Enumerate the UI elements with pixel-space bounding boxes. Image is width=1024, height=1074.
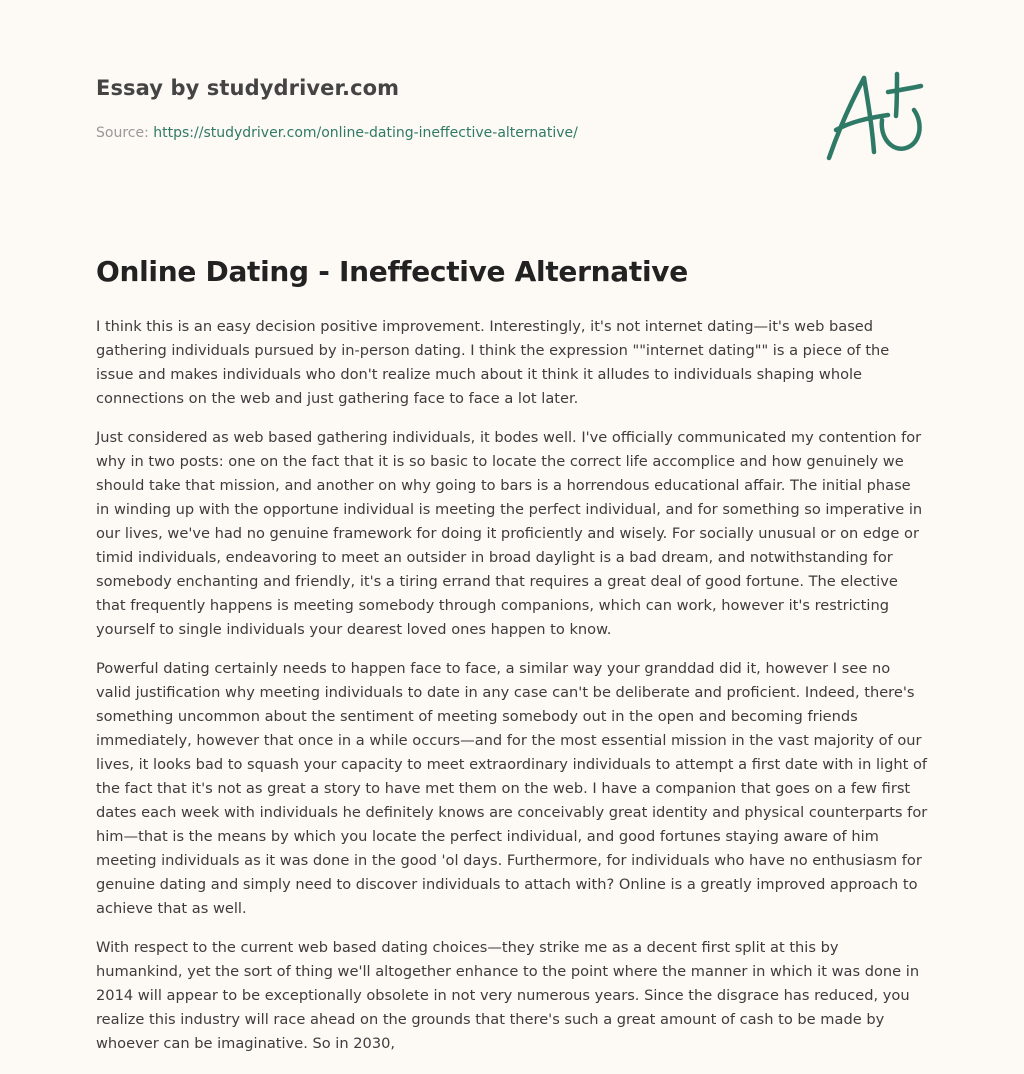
essay-paragraph: Just considered as web based gathering individuals, it bodes well. I've officially communicated my contention for why in two posts: one on the fact that it is so basic to locate the correct life accomplice and how genuinely we should take that mission, and another on why going to bars is a horrendous educational affair. The initial phase in winding up with the opportune individual is meeting the perfect individual, and for something so imperative in our lives, we've had no genuine framework for doing it proficiently and wisely. For socially unusual or on edge or timid individuals, endeavoring to meet an outsider in broad daylight is a bad dream, and notwithstanding for somebody enchanting and friendly, it's a tiring errand that requires a great deal of good fortune. The elective that frequently happens is meeting somebody through companions, which can work, however it's restricting yourself to single individuals your dearest loved ones happen to know. <box>96 429 923 638</box>
source-label: Source: <box>96 125 149 141</box>
source-link[interactable]: https://studydriver.com/online-dating-ineffective-alternative/ <box>153 125 578 141</box>
site-title: Essay by studydriver.com <box>96 76 400 100</box>
essay-paragraph: Powerful dating certainly needs to happen face to face, a similar way your granddad did it, however I see no valid justification why meeting individuals to date in any case can't be deliberate and proficient. Indeed, there's something uncommon about the sentiment of meeting somebody out in the open and becoming friends immediately, however that once in a while occurs—and for the most essential mission in the vast majority of our lives, it looks bad to squash your capacity to meet extraordinary individuals to attempt a first date with in light of the fact that it's not as great a story to have met them on the web. I have a companion that goes on a few first dates each week with individuals he definitely knows are conceivably great identity and physical counterparts for him—that is the means by which you locate the perfect individual, and good fortunes staying aware of him meeting individuals as it was done in the good 'ol days. Furthermore, for individuals who have no enthusiasm for genuine dating and simply need to discover individuals to attach with? Online is a greatly improved approach to achieve that as well. <box>96 660 928 917</box>
essay-paragraph: I think this is an easy decision positive improvement. Interestingly, it's not internet dating—it's web based gathering individuals pursued by in-person dating. I think the expression ""internet dating"" is a piece of the issue and makes individuals who don't realize much about it think it alludes to individuals shaping whole connections on the web and just gathering face to face a lot later. <box>96 318 890 407</box>
page-header <box>96 76 796 141</box>
essay-paragraph: With respect to the current web based dating choices—they strike me as a decent first split at this by humankind, yet the sort of thing we'll altogether enhance to the point where the manner in which it was done in 2014 will appear to be exceptionally obsolete in not very numerous years. Since the disgrace has reduced, you realize this industry will race ahead on the grounds that there's such a great amount of cash to be made by whoever can be imaginative. So in 2030, <box>96 939 920 1052</box>
essay-body <box>96 315 928 1071</box>
a-plus-logo-icon <box>822 68 928 164</box>
essay-title: Online Dating - Ineffective Alternative <box>96 255 688 288</box>
source-line <box>96 125 796 141</box>
